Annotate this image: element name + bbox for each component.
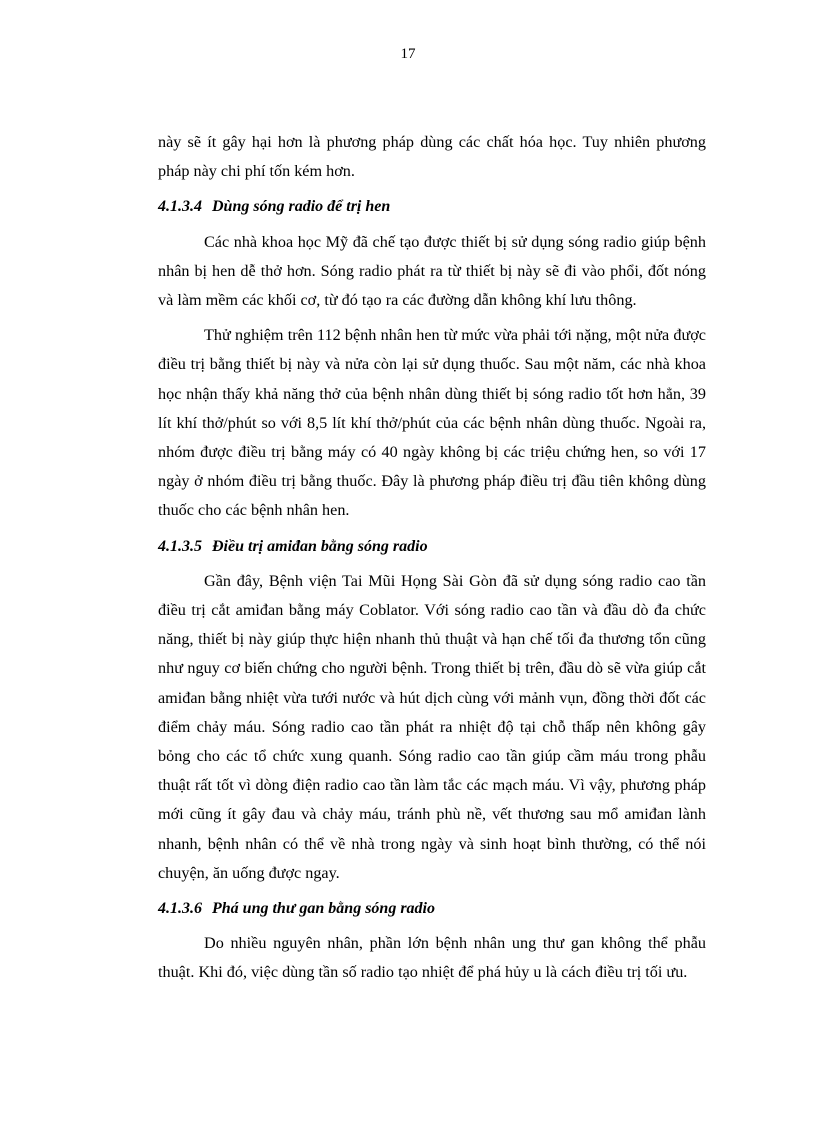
page-number: 17 (400, 46, 416, 62)
paragraph: Do nhiều nguyên nhân, phần lớn bệnh nhân ung thư gan không thể phẫu thuật. Khi đó, việc dùng tần số radio tạo nhiệt để phá hủy u là cách điều trị tối ưu. (158, 934, 706, 982)
paragraph: Các nhà khoa học Mỹ đã chế tạo được thiết bị sử dụng sóng radio giúp bệnh nhân bị hen dễ thở hơn. Sóng radio phát ra từ thiết bị này sẽ đi vào phổi, đốt nóng và làm mềm các khối cơ, từ đó tạo ra các đường dẫn không khí lưu thông. (158, 232, 706, 310)
paragraph: Thử nghiệm trên 112 bệnh nhân hen từ mức vừa phải tới nặng, một nửa được điều trị bằng thiết bị này và nửa còn lại sử dụng thuốc. Sau một năm, các nhà khoa học nhận thấy khả năng thở của bệnh nhân dùng thiết bị sóng radio tốt hơn hẳn, 39 lít khí thở/phút so với 8,5 lít khí thở/phút của các bệnh nhân dùng thuốc. Ngoài ra, nhóm được điều trị bằng máy có 40 ngày không bị các triệu chứng hen, so với 17 ngày ở nhóm điều trị bằng thuốc. Đây là phương pháp điều trị đầu tiên không dùng thuốc cho các bệnh nhân hen. (158, 326, 706, 520)
section-number: 4.1.3.4 (158, 198, 202, 216)
paragraph: này sẽ ít gây hại hơn là phương pháp dùng các chất hóa học. Tuy nhiên phương pháp này chi phí tốn kém hơn. (158, 133, 706, 181)
section-heading (158, 894, 706, 923)
section-title: Điều trị amiđan bằng sóng radio (212, 537, 428, 555)
section-heading (158, 532, 706, 561)
section-number: 4.1.3.6 (158, 900, 202, 918)
section-number: 4.1.3.5 (158, 537, 202, 555)
section-title: Dùng sóng radio để trị hen (212, 198, 391, 216)
paragraph: Gần đây, Bệnh viện Tai Mũi Họng Sài Gòn đã sử dụng sóng radio cao tần điều trị cắt amiđan bằng máy Coblator. Với sóng radio cao tần và đầu dò đa chức năng, thiết bị này giúp thực hiện nhanh thủ thuật và hạn chế tối đa thương tổn cũng như nguy cơ biến chứng cho người bệnh. Trong thiết bị trên, đầu dò sẽ vừa giúp cắt amiđan bằng nhiệt vừa tưới nước và hút dịch cùng với mảnh vụn, đồng thời đốt các điểm chảy máu. Sóng radio cao tần phát ra nhiệt độ tại chỗ thấp nên không gây bỏng cho các tổ chức xung quanh. Sóng radio cao tần giúp cầm máu trong phẫu thuật rất tốt vì dòng điện radio cao tần làm tắc các mạch máu. Vì vậy, phương pháp mới cũng ít gây đau và chảy máu, tránh phù nề, vết thương sau mổ amiđan lành nhanh, bệnh nhân có thể về nhà trong ngày và sinh hoạt bình thường, có thể nói chuyện, ăn uống được ngay. (158, 571, 706, 882)
section-heading (158, 192, 706, 221)
section-title: Phá ung thư gan bằng sóng radio (212, 900, 435, 918)
document-body (158, 128, 706, 994)
